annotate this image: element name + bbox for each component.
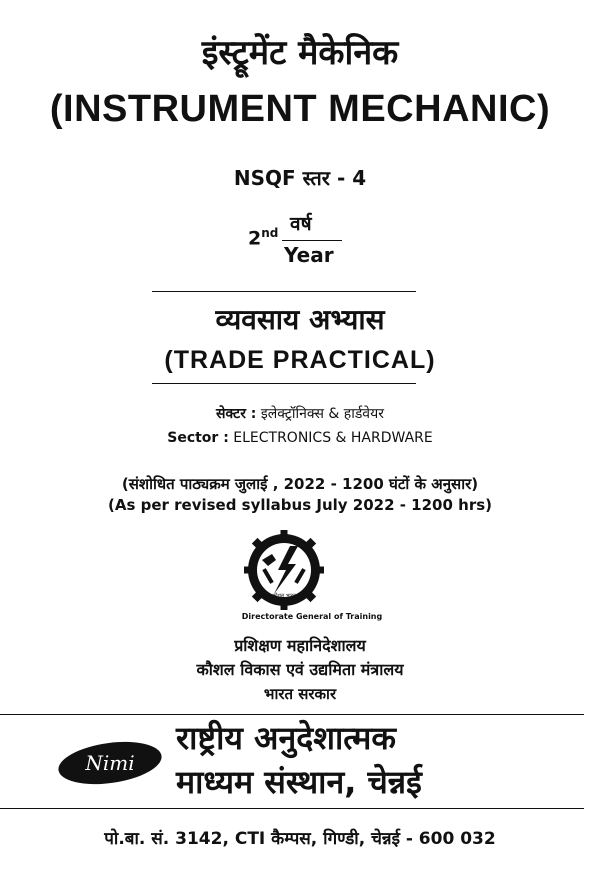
year-hindi: वर्ष <box>290 213 312 235</box>
divider-trade <box>152 383 416 384</box>
nimi-line-1: राष्ट्रीय अनुदेशात्मक <box>176 719 397 757</box>
divider-top <box>152 291 416 292</box>
dgt-logo-text: कौशल भारत <box>272 593 296 599</box>
title-english: (INSTRUMENT MECHANIC) <box>49 88 551 130</box>
divider-bottom-upper <box>0 714 584 715</box>
syllabus-english: (As per revised syllabus July 2022 - 1200 hrs) <box>107 496 493 514</box>
sector-hindi: सेक्टर : इलेक्ट्रॉनिक्स & हार्डवेयर <box>216 406 384 422</box>
org-line-3: भारत सरकार <box>263 685 337 703</box>
trade-hindi: व्यवसाय अभ्यास <box>215 303 385 336</box>
year-number: 2nd <box>248 226 279 250</box>
nimi-logo-text: Nimi <box>85 751 135 775</box>
org-line-1: प्रशिक्षण महानिदेशालय <box>234 636 366 655</box>
address: पो.बा. सं. 3142, CTI कैम्पस, गिण्डी, चेन्नई - 600 032 <box>104 829 496 849</box>
dgt-logo-icon <box>244 530 324 610</box>
year-english: Year <box>284 243 334 267</box>
year-divider <box>282 240 342 241</box>
nimi-line-2: माध्यम संस्थान, चेन्नई <box>176 763 422 801</box>
nsqf-level: NSQF स्तर - 4 <box>233 166 367 190</box>
dgt-caption: Directorate General of Training <box>241 612 383 621</box>
divider-bottom-lower <box>0 808 584 809</box>
trade-english: (TRADE PRACTICAL) <box>164 346 436 374</box>
nimi-logo-icon <box>56 740 164 786</box>
title-hindi: इंस्ट्रूमेंट मैकेनिक <box>201 33 399 73</box>
year-block <box>240 210 360 270</box>
syllabus-hindi: (संशोधित पाठ्यक्रम जुलाई , 2022 - 1200 घंटों के अनुसार) <box>121 475 479 493</box>
sector-english: Sector : ELECTRONICS & HARDWARE <box>167 430 433 446</box>
org-line-2: कौशल विकास एवं उद्यमिता मंत्रालय <box>196 660 404 679</box>
